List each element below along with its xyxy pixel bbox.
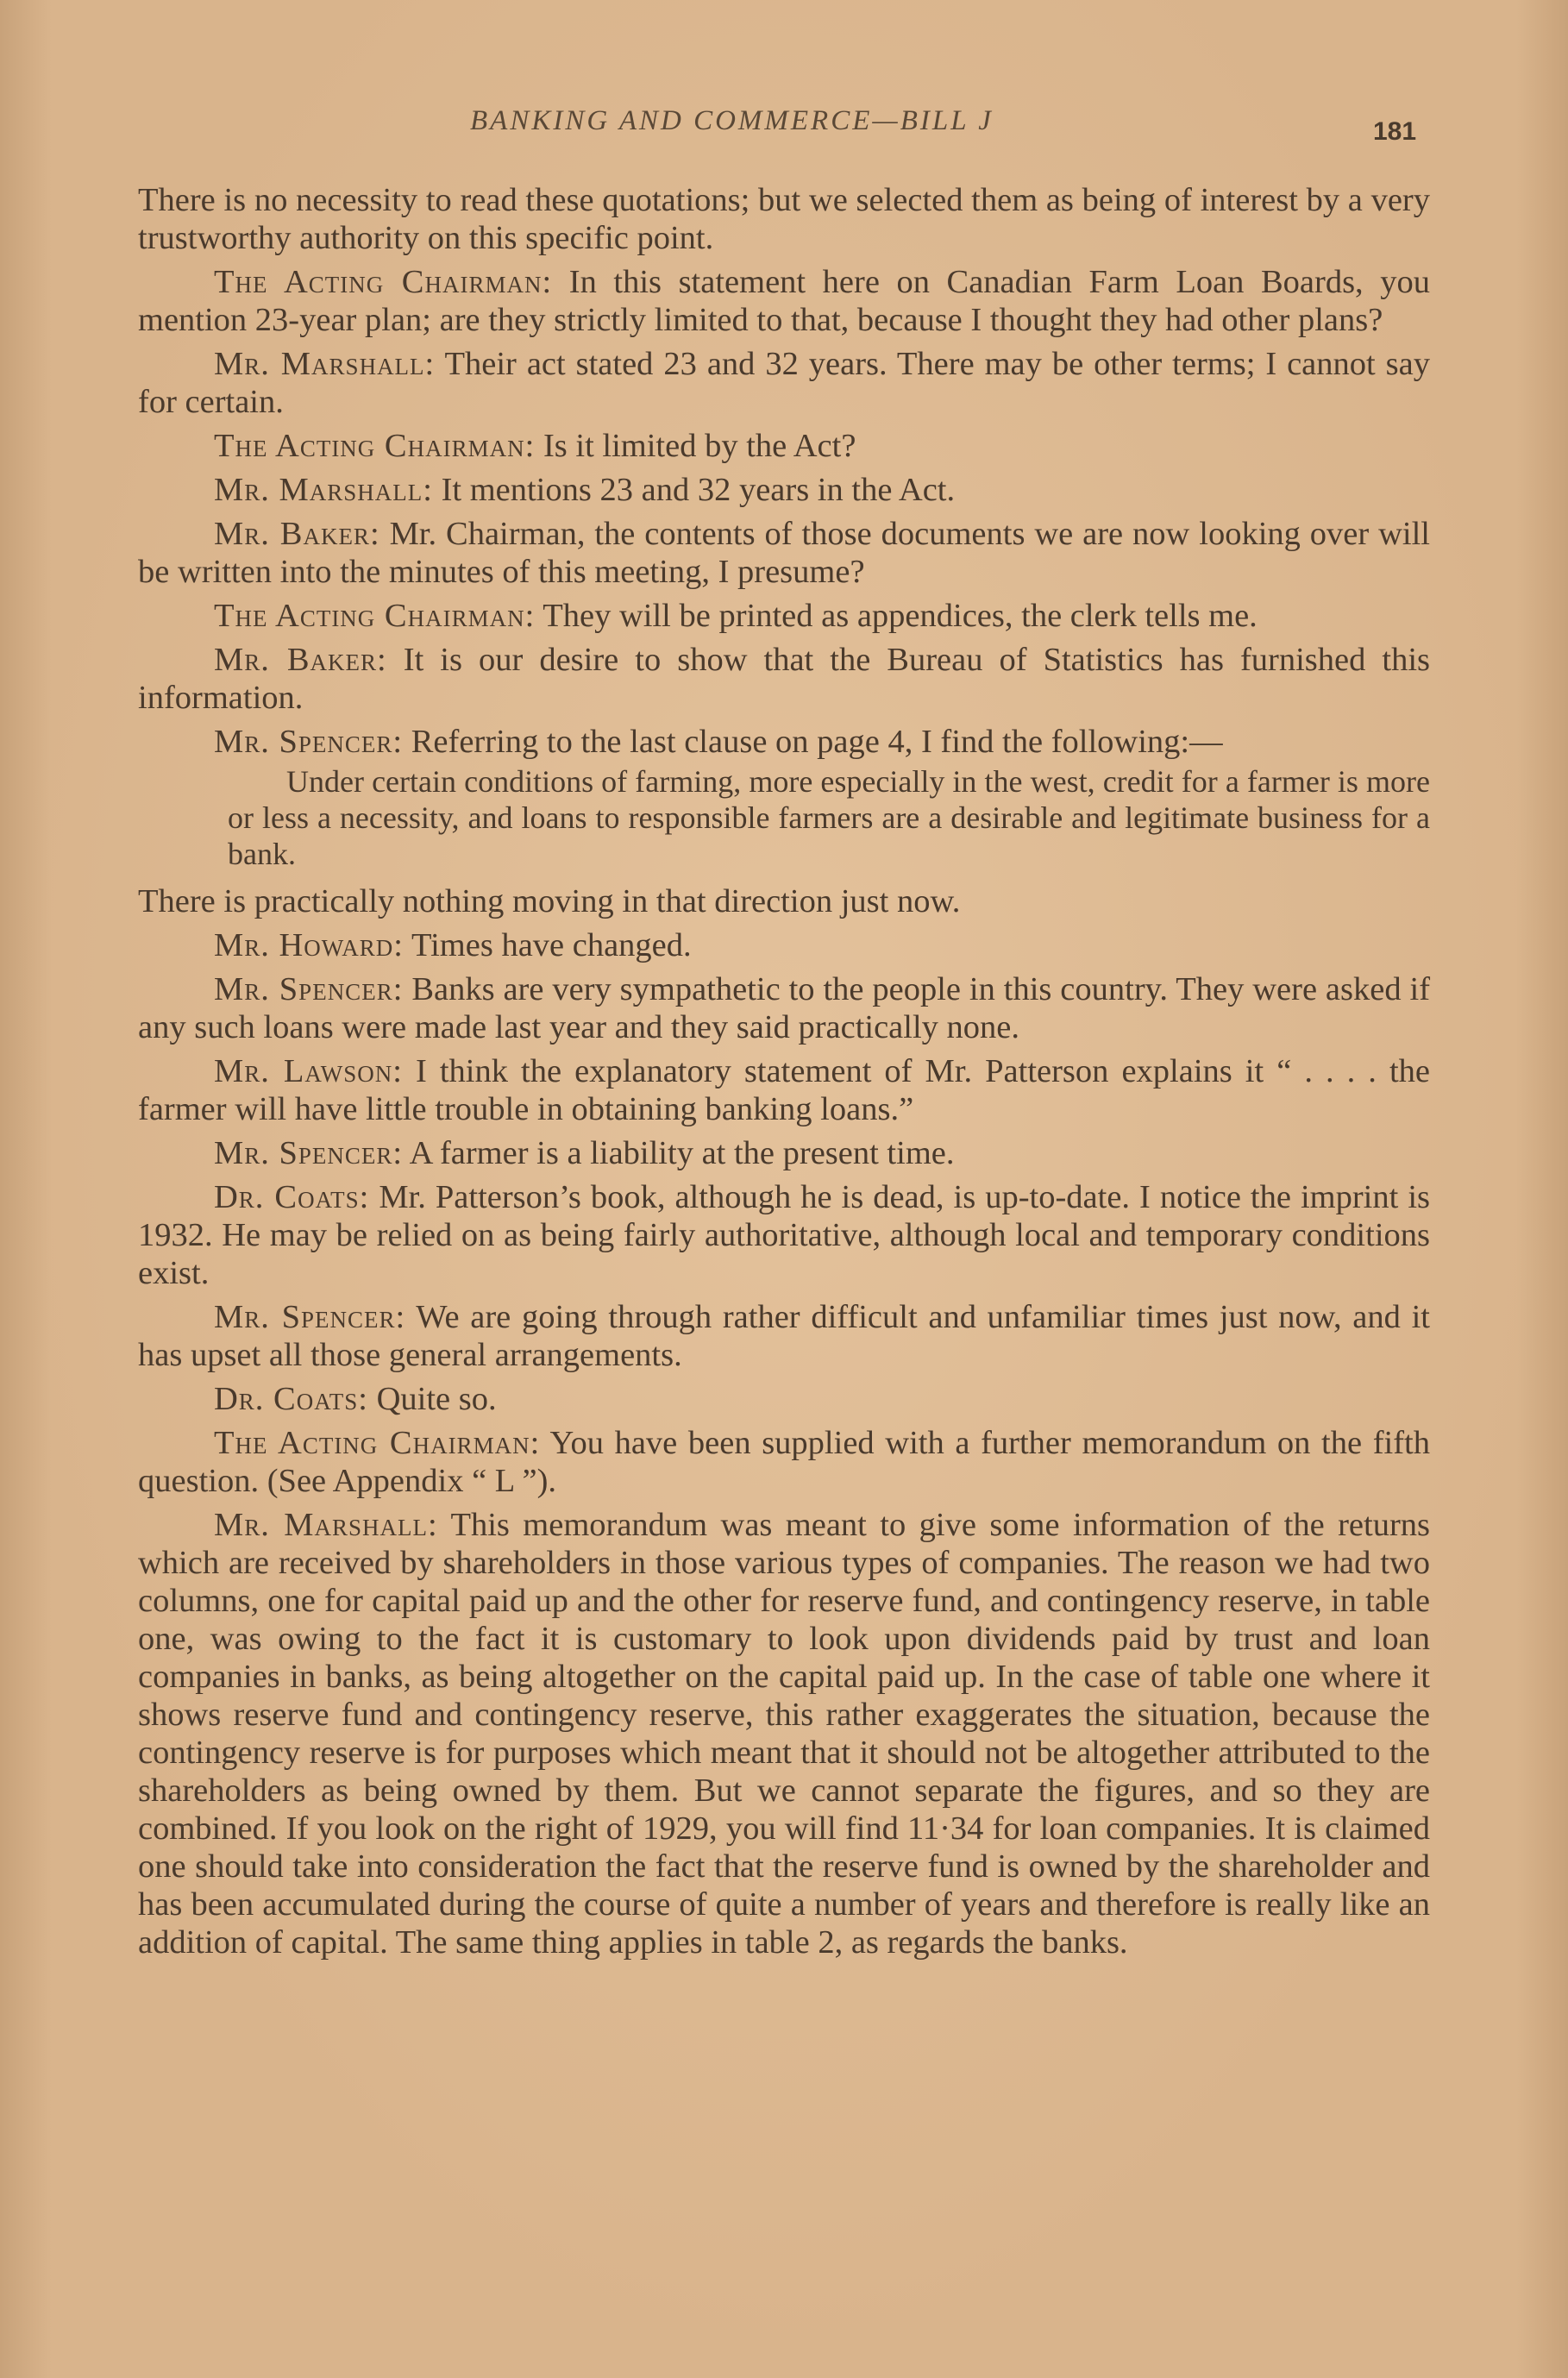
paragraph-text: Quite so. <box>376 1381 497 1417</box>
speaker-name: The Acting Chairman: <box>214 598 536 634</box>
paragraph-text: You have been supplied with a further memorandum on the fifth question. (See Appendix “ L ”). <box>138 1425 1430 1499</box>
paragraph <box>138 427 1430 465</box>
speaker-name: Mr. Lawson: <box>214 1053 403 1089</box>
speaker-name: The Acting Chairman: <box>214 264 553 300</box>
speaker-name: Mr. Marshall: <box>214 1507 438 1543</box>
paragraph-text: In this statement here on Canadian Farm Loan Boards, you mention 23-year plan; are they strictly limited to that, because I thought they had other plans? <box>138 264 1430 338</box>
speaker-name: Mr. Baker: <box>214 516 380 552</box>
speaker-name: Mr. Spencer: <box>214 724 404 760</box>
speaker-name: The Acting Chairman: <box>214 1425 541 1461</box>
speaker-name: Mr. Spencer: <box>214 971 404 1007</box>
speaker-name: Dr. Coats: <box>214 1381 368 1417</box>
paragraph <box>138 1506 1430 1961</box>
speaker-name: Mr. Baker: <box>214 642 387 678</box>
paragraph-text: It mentions 23 and 32 years in the Act. <box>441 472 956 508</box>
paragraph <box>138 882 1430 920</box>
paragraph-text: Banks are very sympathetic to the people in this country. They were asked if any such loans were made last year and they said practically none. <box>138 971 1431 1045</box>
page-number: 181 <box>1373 117 1417 146</box>
paragraph <box>138 263 1430 339</box>
speaker-name: Mr. Marshall: <box>214 472 433 508</box>
paragraph-text: This memorandum was meant to give some information of the returns which are received by shareholders in those various types of companies. The reason we had two columns, one for capital paid up and the other for reserve fund, and contingency reserve, in table one, was owing to the fact it is customary to look upon dividends paid by trust and loan companies in banks, as being altogether on the capital paid up. In the case of table one where it shows reserve fund and contingency reserve, this rather exaggerates the situation, because the contingency reserve is for purposes which meant that it should not be altogether attributed to the shareholders as being owned by them. But we cannot separate the figures, and so they are combined. If you look on the right of 1929, you will find 11·34 for loan companies. It is claimed one should take into consideration the fact that the reserve fund is owned by the shareholder and has been accumulated during the course of quite a number of years and therefore is really like an addition of capital. The same thing applies in table 2, as regards the banks. <box>138 1507 1430 1961</box>
paragraph <box>138 1178 1430 1292</box>
paragraph <box>138 1424 1430 1500</box>
paragraph <box>138 515 1430 591</box>
paragraph-text: There is practically nothing moving in that direction just now. <box>138 883 961 919</box>
speaker-name: The Acting Chairman: <box>214 428 536 464</box>
speaker-name: Mr. Spencer: <box>214 1299 406 1335</box>
paragraph-text: Mr. Chairman, the contents of those documents we are now looking over will be written into the minutes of this meeting, I presume? <box>138 516 1430 590</box>
paragraph <box>138 1052 1430 1128</box>
paragraph <box>138 1134 1430 1172</box>
paragraph-text: I think the explanatory statement of Mr. Patterson explains it “ . . . . the farmer will have little trouble in obtaining banking loans.” <box>138 1053 1430 1127</box>
page-body <box>138 181 1430 1967</box>
page-header <box>0 105 1568 157</box>
paragraph <box>138 1380 1430 1418</box>
paragraph <box>138 471 1430 509</box>
running-head: BANKING AND COMMERCE—BILL J <box>470 105 994 136</box>
speaker-name: Mr. Howard: <box>214 927 404 963</box>
speaker-name: Dr. Coats: <box>214 1179 370 1215</box>
paragraph-text: Their act stated 23 and 32 years. There may be other terms; I cannot say for certain. <box>138 346 1430 420</box>
speaker-name: Mr. Spencer: <box>214 1135 404 1171</box>
paragraph <box>138 181 1430 257</box>
paragraph-text: Times have changed. <box>411 927 692 963</box>
paragraph-text: Referring to the last clause on page 4, I find the following:— <box>411 724 1223 760</box>
paragraph <box>138 723 1430 761</box>
paragraph <box>138 641 1430 717</box>
paragraph <box>138 970 1430 1046</box>
paragraph-text: There is no necessity to read these quotations; but we selected them as being of interest by a very trustworthy authority on this specific point. <box>138 182 1430 256</box>
paragraph-text: A farmer is a liability at the present time. <box>409 1135 955 1171</box>
paragraph-text: Is it limited by the Act? <box>543 428 856 464</box>
paragraph-text: They will be printed as appendices, the clerk tells me. <box>543 598 1258 634</box>
paragraph <box>138 345 1430 421</box>
paragraph-text: We are going through rather difficult and unfamiliar times just now, and it has upset all those general arrangements. <box>138 1299 1430 1373</box>
speaker-name: Mr. Marshall: <box>214 346 436 382</box>
paragraph <box>138 1298 1430 1374</box>
paragraph-text: Mr. Patterson’s book, although he is dead, is up-to-date. I notice the imprint is 1932. He may be relied on as being fairly authoritative, although local and temporary conditions exist. <box>138 1179 1430 1291</box>
paragraph <box>138 597 1430 635</box>
block-quote: Under certain conditions of farming, more especially in the west, credit for a farmer is more or less a necessity, and loans to responsible farmers are a desirable and legitimate business for a bank. <box>228 764 1430 871</box>
paragraph <box>138 926 1430 964</box>
paragraph-text: It is our desire to show that the Bureau of Statistics has furnished this information. <box>138 642 1430 716</box>
